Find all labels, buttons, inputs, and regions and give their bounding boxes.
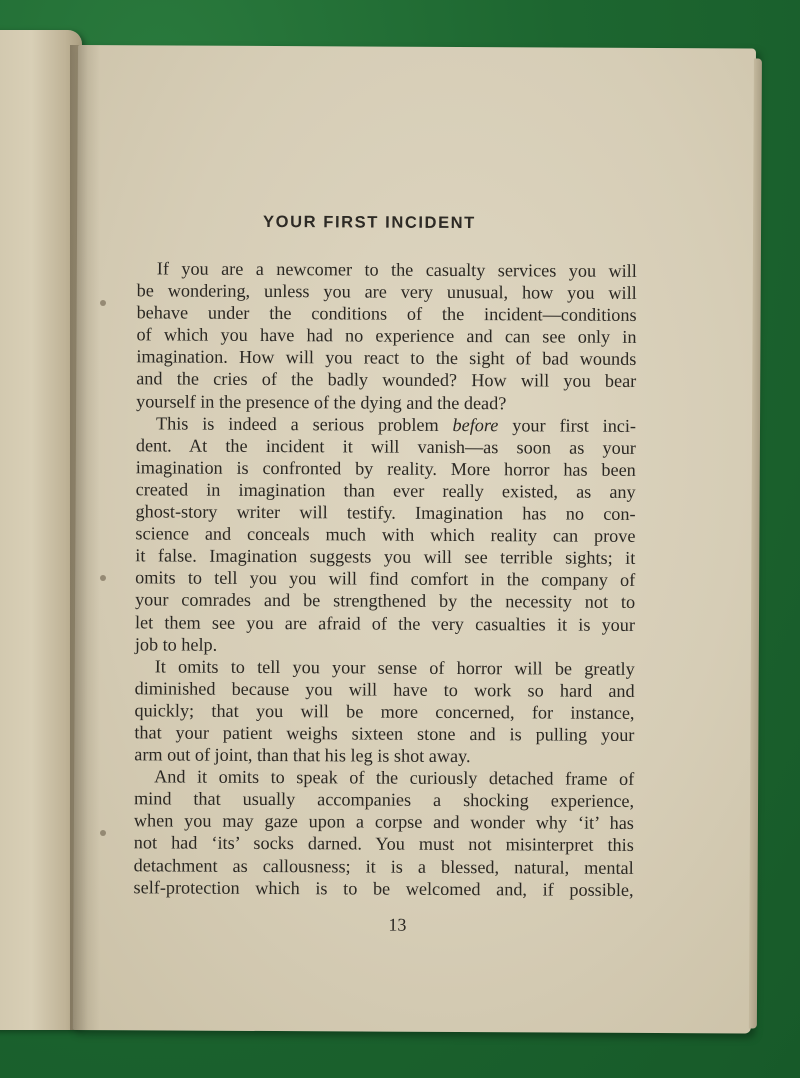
binding-stitch [100, 575, 106, 581]
text-line: ghost-story writer will testify. Imagination has no con- [135, 501, 636, 524]
body-text [134, 257, 637, 900]
text-line: This is indeed a serious problem before your first inci- [155, 413, 637, 436]
text-line: not had ‘its’ socks darned. You must not misinterpret this [133, 832, 634, 856]
text-line: when you may gaze upon a corpse and wonder why ‘it’ has [133, 810, 634, 834]
booklet-page [73, 45, 756, 1034]
text-line: it false. Imagination suggests you will see terrible sights; it [135, 545, 636, 569]
text-line: imagination is confronted by reality. More horror has been [135, 457, 636, 480]
binding-stitch [100, 830, 106, 836]
text-line: yourself in the presence of the dying and the dead? [136, 390, 507, 413]
page-number: 13 [388, 914, 407, 935]
binding-stitch [100, 300, 106, 306]
text-line: job to help. [134, 633, 218, 655]
text-line: that your patient weighs sixteen stone and is pulling your [134, 722, 635, 745]
chapter-heading: YOUR FIRST INCIDENT [263, 212, 476, 233]
text-line: behave under the conditions of the incident—conditions [136, 302, 637, 326]
text-line: dent. At the incident it will vanish—as soon as your [135, 435, 636, 458]
text-line: And it omits to speak of the curiously detached frame of [154, 766, 635, 790]
text-line: quickly; that you will be more concerned, for instance, [134, 700, 635, 723]
text-line: your comrades and be strengthened by the necessity not to [135, 589, 636, 613]
text-line: arm out of joint, than that his leg is shot away. [134, 744, 471, 767]
text-line: be wondering, unless you are very unusual, how you will [136, 280, 637, 304]
text-line: of which you have had no experience and can see only in [136, 324, 637, 348]
text-line: If you are a newcomer to the casualty services you will [156, 258, 637, 281]
text-line: omits to tell you you will find comfort in the company of [135, 567, 636, 591]
text-line: and the cries of the badly wounded? How will you bear [136, 368, 637, 392]
text-line: self-protection which is to be welcomed and, if possible, [133, 876, 634, 900]
text-line: science and conceals much with which reality can prove [135, 523, 636, 547]
book-gutter [70, 45, 100, 1030]
text-line: let them see you are afraid of the very casualties it is your [134, 611, 636, 635]
text-line: detachment as callousness; it is a blessed, natural, mental [133, 854, 634, 878]
text-line: It omits to tell you your sense of horror will be greatly [154, 656, 635, 679]
text-line: created in imagination than ever really existed, as any [135, 479, 636, 502]
text-line: mind that usually accompanies a shocking experience, [134, 788, 635, 812]
text-line: imagination. How will you react to the sight of bad wounds [136, 346, 637, 370]
text-line: diminished because you will have to work so hard and [134, 678, 635, 701]
